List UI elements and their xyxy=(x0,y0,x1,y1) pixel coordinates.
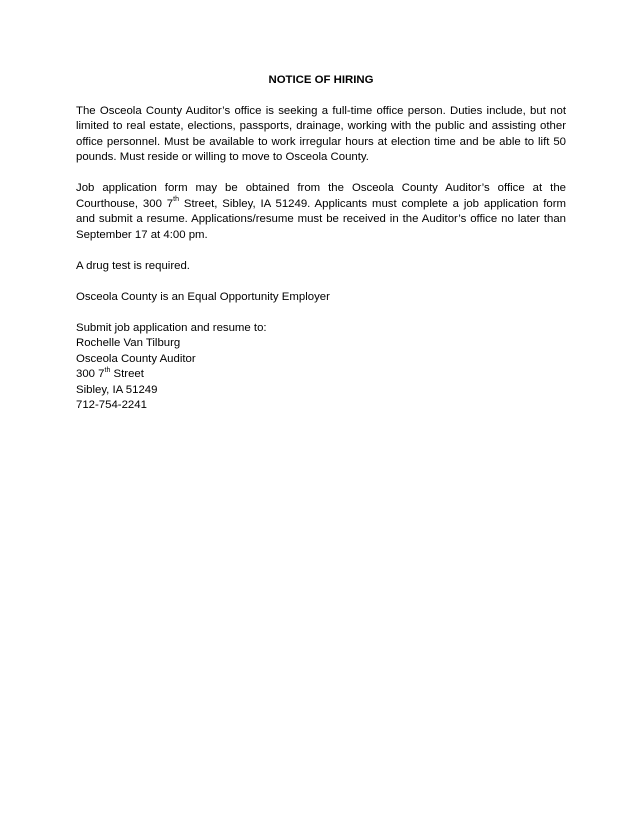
contact-title: Osceola County Auditor xyxy=(76,352,196,365)
contact-city: Sibley, IA 51249 xyxy=(76,383,158,396)
application-info-superscript: th xyxy=(173,196,179,204)
job-description-paragraph: The Osceola County Auditor’s office is seeking a full-time office person. Duties include, but not limited to real estate, elections, passports, drainage, working with the public and assisting other office personnel. Must be available to work irregular hours at election time and be able to lift 50 pounds. Must reside or willing to move to Osceola County. xyxy=(76,104,566,163)
contact-street-a: 300 7 xyxy=(76,368,105,380)
contact-street xyxy=(76,367,566,383)
document-title: NOTICE OF HIRING xyxy=(268,74,374,86)
contact-street-b: Street xyxy=(110,368,144,380)
application-info-text-b: Street, Sibley, IA 51249. Applicants must complete a job application form and submit a resume. Applications/resume must be received in the Auditor’s office no later than September 17 at 4:00 pm. xyxy=(76,197,566,241)
application-info-paragraph xyxy=(76,181,566,243)
equal-opportunity-paragraph: Osceola County is an Equal Opportunity Employer xyxy=(76,290,330,303)
contact-phone: 712-754-2241 xyxy=(76,399,147,411)
drug-test-paragraph: A drug test is required. xyxy=(76,259,190,272)
document-body xyxy=(76,73,566,429)
application-info-text-a: Job application form may be obtained from the Osceola County Auditor’s office at the Courthouse, 300 7 xyxy=(76,182,566,210)
contact-name: Rochelle Van Tilburg xyxy=(76,337,181,349)
submit-intro: Submit job application and resume to: xyxy=(76,321,267,334)
submit-address-block xyxy=(76,321,566,414)
contact-street-superscript: th xyxy=(104,366,111,374)
